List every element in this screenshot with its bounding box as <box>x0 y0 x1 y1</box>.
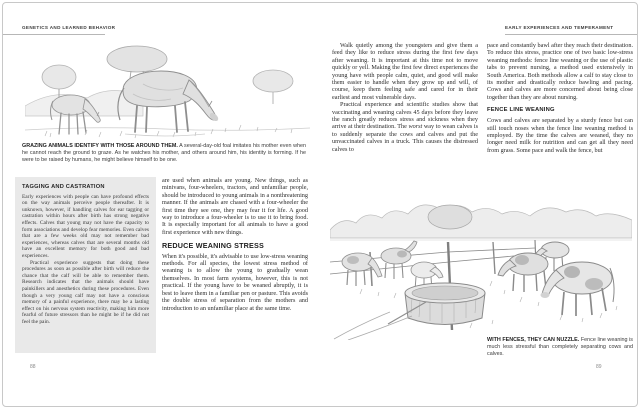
body-paragraph: are used when animals are young. New things, such as minivans, four-wheelers, tractors, and unfamiliar people, should be introduced to young animals in a nonthreatening manner. If the animals are chased with a four-wheeler the first time they see one, they may fear it for life. A good way to introduce a four-wheeler is to use it to bring food. It is especially important for all animals to have a good first experience with new things. <box>162 177 308 236</box>
body-paragraph: pace and constantly bawl after they reach their destination. To reduce this stress, practice one of two basic low-stress weaning methods: fence line weaning or the use of plastic tabs to prevent nursing, a method used extensively in South America. Both methods allow a calf to stay close to its mother and drastically reduce bawling and pacing. Cows and calves are more concerned about being close together than they are about nursing. <box>487 42 633 101</box>
tagging-castration-sidebar <box>15 177 156 353</box>
right-illustration-caption <box>487 337 633 358</box>
right-running-head-rule <box>505 34 637 35</box>
body-paragraph: Walk quietly among the youngsters and give them a feed they like to reduce stress during the first few days after weaning. It is important at this time not to move quickly or yell. Making the first few direct experiences the young have with people calm, quiet, and good will make them easier to handle when they grow up and will, of course, keep them feeling safe and cared for in their earliest and most vulnerable days. <box>332 42 478 101</box>
sidebar-paragraph: Practical experience suggests that doing these procedures as soon as possible after birth will reduce the chance that the calf will be able to remember them. Research indicates that the animals should have painkillers and anesthetics during these procedures. Even though a very young calf may not have a conscious memory of a painful experience, there may be a lasting effect on his nervous system reactivity, making him more fearful of future stressors than he might be if he did not feel the pain. <box>22 259 149 325</box>
left-page-body-column <box>162 177 308 312</box>
right-page-column-left <box>332 42 478 153</box>
left-running-head: GENETICS AND LEARNED BEHAVIOR <box>22 25 116 30</box>
right-page-column-right <box>487 42 633 154</box>
cattle-at-fence-illustration <box>330 190 632 340</box>
right-running-head: EARLY EXPERIENCES AND TEMPERAMENT <box>505 25 614 30</box>
body-paragraph: Cows and calves are separated by a sturdy fence but can still touch noses when the fence line weaning method is employed. By the time the calves are weaned, they no longer need milk for nutrition and can get all they need from grass. Some pace and walk the fence, but <box>487 117 633 154</box>
left-running-head-rule <box>3 34 105 35</box>
section-heading-reduce-weaning-stress: REDUCE WEANING STRESS <box>162 241 265 251</box>
sidebar-paragraph: Early experiences with people can have profound effects on the way animals perceive people thereafter. It is unknown, however, if handling calves for ear tagging or castration within hours after birth has strong negative effects. Calves that young may not have the capacity to form associations and develop fear memories. Even calves that are a few weeks old may not remember bad experiences, whereas calves that are several months old have an excellent memory for both good and bad experiences. <box>22 193 149 259</box>
right-page-number: 89 <box>596 364 602 370</box>
body-paragraph: When it's possible, it's advisable to use low-stress weaning methods. For all species, the lowest stress method of weaning is to allow the young to gradually wean themselves. In most farm systems, however, this is not practical. If the young have to be weaned abruptly, it is best to leave them in a familiar pen or pasture. This avoids the double stress of separation from the mothers and introduction to an unfamiliar place at the same time. <box>162 252 308 312</box>
left-page-number: 88 <box>30 364 36 370</box>
body-text-span: way to wean calves is to suddenly separate the cows and calves and put the unvaccinated calves in a truck. This causes the distressed calves to <box>332 123 479 153</box>
caption-lead: WITH FENCES, THEY CAN NUZZLE. <box>487 337 580 343</box>
mare-and-foal-illustration <box>25 44 310 142</box>
caption-text: Fence line weaning is much less stressful than completely separating cows and calves. <box>487 337 634 357</box>
body-text-italic: worst <box>408 123 423 131</box>
section-heading-fence-line-weaning: FENCE LINE WEANING <box>487 107 555 114</box>
sidebar-heading: TAGGING AND CASTRATION <box>22 184 105 190</box>
left-illustration-caption <box>22 143 306 164</box>
body-paragraph <box>332 101 478 153</box>
caption-text: A several-day-old foal imitates his mother even when he cannot reach the ground to graze. As he watches his mother, and others around him, his identity is forming. If he were to be raised by humans, he might believe himself to be one. <box>22 143 306 163</box>
caption-lead: GRAZING ANIMALS IDENTIFY WITH THOSE AROUND THEM. <box>22 143 178 149</box>
body-text-span: Practical experience and scientific studies show that vaccinating and weaning calves 45 days before they leave the ranch greatly reduces stress and sickness when they arrive at their destination. The <box>332 101 478 131</box>
